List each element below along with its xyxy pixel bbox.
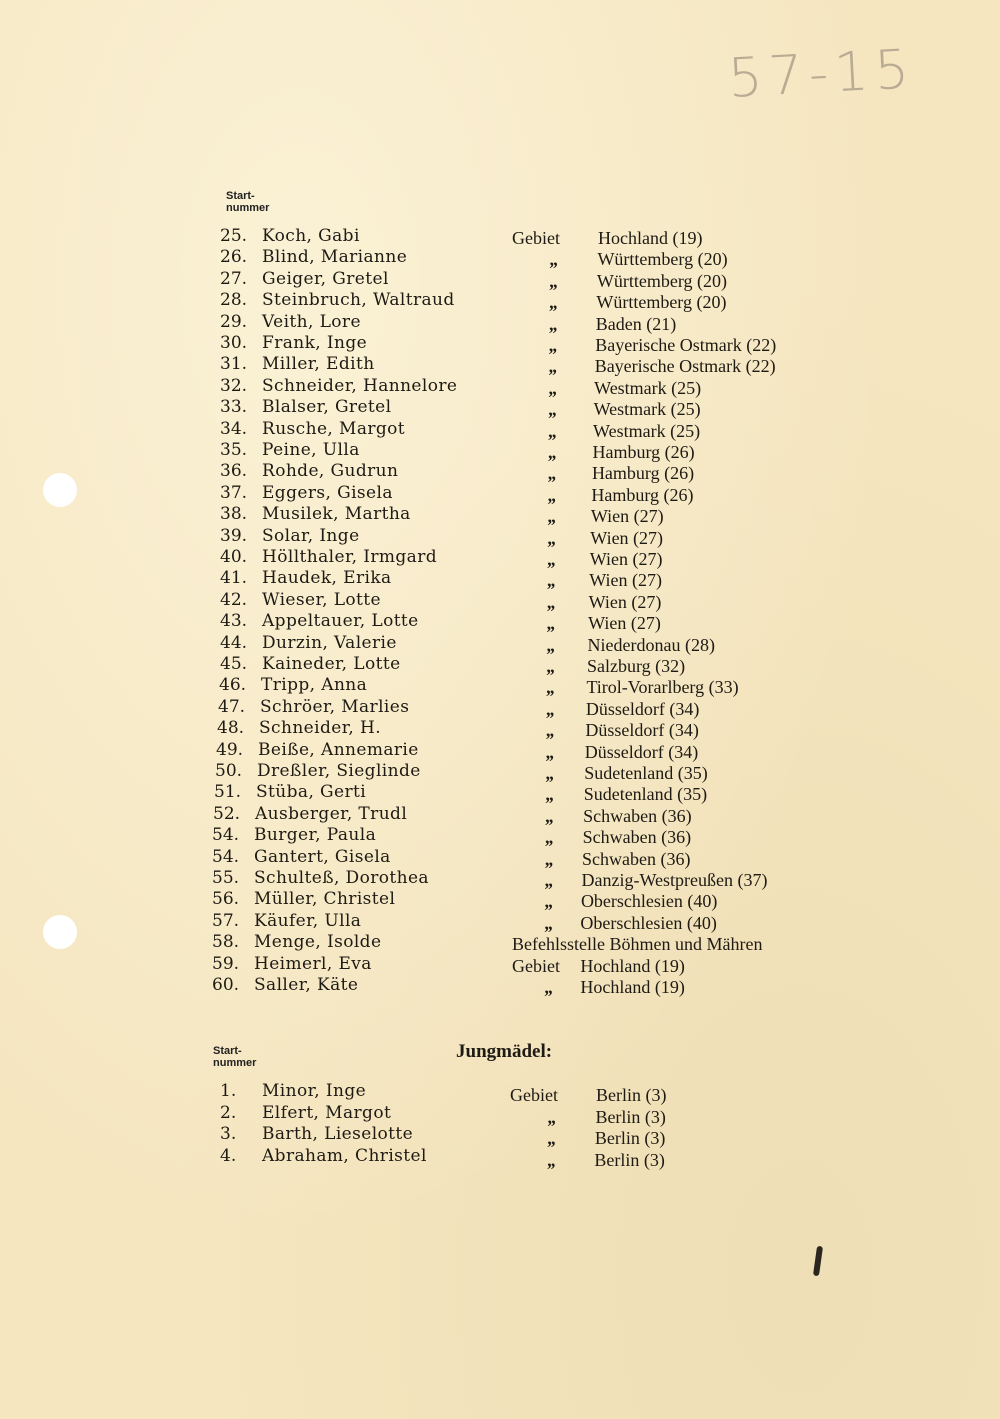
ditto-mark: „: [544, 891, 554, 912]
region-name: Westmark (25): [593, 399, 701, 420]
start-number: 27.: [220, 268, 248, 289]
start-number: 48.: [217, 718, 245, 739]
start-number: 56.: [212, 889, 240, 910]
participant-name: Müller, Christel: [254, 889, 396, 910]
start-number: 30.: [220, 333, 248, 353]
ditto-mark: „: [545, 763, 555, 783]
handwritten-reference: 57-15: [726, 37, 917, 110]
region-name: Düsseldorf (34): [584, 741, 699, 762]
region-name: Hamburg (26): [592, 442, 695, 462]
region-name: Württemberg (20): [597, 249, 728, 270]
region-name: Düsseldorf (34): [585, 720, 699, 741]
region-name: Württemberg (20): [596, 270, 728, 291]
ditto-mark: „: [547, 1128, 557, 1148]
start-number: 57.: [212, 910, 240, 931]
region-name: Hamburg (26): [591, 484, 694, 505]
region-name: Berlin (3): [594, 1128, 666, 1148]
participant-name: Elfert, Margot: [262, 1102, 392, 1123]
ditto-mark: „: [546, 698, 556, 719]
ditto-mark: „: [546, 677, 556, 698]
region-name: Salzburg (32): [587, 656, 686, 676]
ditto-mark: „: [546, 720, 556, 741]
start-number: 3.: [220, 1124, 237, 1144]
region-name: Westmark (25): [593, 420, 701, 441]
ditto-mark: „: [548, 420, 558, 441]
start-number: 43.: [220, 611, 248, 632]
ditto-mark: „: [549, 270, 559, 291]
participant-name: Solar, Inge: [262, 525, 360, 546]
start-number: 31.: [220, 354, 248, 375]
participant-name: Gantert, Gisela: [254, 846, 391, 867]
region-name: Wien (27): [590, 527, 664, 548]
start-number: 51.: [214, 782, 242, 803]
start-number: 58.: [212, 932, 240, 953]
ditto-mark: „: [547, 1106, 557, 1127]
start-number: 39.: [220, 525, 248, 546]
region-name: Wien (27): [588, 613, 661, 634]
start-number: 55.: [212, 868, 240, 888]
ditto-mark: „: [547, 549, 557, 569]
participant-name: Käufer, Ulla: [254, 910, 362, 931]
region-name: Hamburg (26): [591, 463, 695, 484]
participant-name: Beiße, Annemarie: [258, 739, 419, 760]
start-number: 37.: [220, 482, 248, 503]
region-prefix: Gebiet: [512, 228, 560, 248]
ditto-mark: „: [547, 527, 557, 548]
participant-name: Koch, Gabi: [262, 226, 360, 246]
region-name: Hochland (19): [598, 228, 703, 248]
start-number: 26.: [220, 247, 248, 268]
participant-name: Schröer, Marlies: [260, 696, 410, 717]
region-name: Württemberg (20): [596, 292, 727, 313]
ditto-mark: „: [549, 335, 559, 355]
region-name: Schwaben (36): [583, 805, 692, 826]
start-number: 49.: [216, 739, 244, 760]
region-name: Hochland (19): [580, 955, 685, 976]
ditto-mark: „: [547, 570, 557, 591]
participant-name: Wieser, Lotte: [262, 589, 381, 610]
region-name: Wien (27): [589, 570, 662, 591]
participant-name: Schneider, Hannelore: [262, 375, 458, 396]
ditto-mark: „: [549, 249, 559, 270]
region-name: Bayerische Ostmark (22): [594, 356, 776, 377]
participant-name: Saller, Käte: [254, 975, 359, 995]
participant-name: Schulteß, Dorothea: [254, 868, 429, 888]
start-number: 60.: [212, 975, 240, 995]
start-number: 40.: [220, 547, 248, 567]
participant-name: Ausberger, Trudl: [255, 803, 408, 824]
participant-name: Musilek, Martha: [262, 504, 411, 525]
start-number: 32.: [220, 375, 248, 396]
region-name: Hochland (19): [580, 977, 685, 997]
ditto-mark: „: [548, 377, 558, 398]
participant-name: Barth, Lieselotte: [262, 1124, 414, 1144]
start-number: 54.: [212, 846, 240, 867]
ditto-mark: „: [549, 356, 558, 377]
region-name: Sudetenland (35): [584, 763, 708, 783]
ditto-mark: „: [546, 741, 556, 762]
participant-name: Rusche, Margot: [262, 418, 406, 439]
participant-name: Höllthaler, Irmgard: [262, 547, 438, 567]
start-number: 35.: [220, 440, 248, 460]
region-prefix: Gebiet: [512, 955, 560, 976]
participant-name: Burger, Paula: [254, 825, 377, 846]
region-name: Oberschlesien (40): [580, 891, 718, 912]
ditto-mark: „: [545, 784, 555, 805]
region-name: Westmark (25): [594, 377, 702, 398]
start-number: 38.: [220, 504, 248, 525]
region-name: Wien (27): [589, 549, 663, 569]
region-name: Tirol-Vorarlberg (33): [586, 677, 739, 698]
participant-name: Tripp, Anna: [261, 675, 368, 696]
region-name: Berlin (3): [595, 1106, 666, 1127]
start-number: 52.: [213, 803, 241, 824]
participant-name: Dreßler, Sieglinde: [257, 761, 421, 781]
participant-name: Abraham, Christel: [262, 1145, 427, 1166]
participant-name: Stüba, Gerti: [256, 782, 367, 803]
start-number: 50.: [215, 761, 243, 781]
region-name: Oberschlesien (40): [580, 912, 717, 933]
start-number: 47.: [218, 696, 246, 717]
region-name: Schwaben (36): [582, 848, 691, 869]
participant-name: Eggers, Gisela: [262, 482, 393, 503]
start-number: 44.: [220, 632, 248, 653]
region-name: Düsseldorf (34): [585, 698, 700, 719]
region-prefix: Gebiet: [510, 1085, 558, 1105]
participant-name: Kaineder, Lotte: [262, 654, 401, 674]
ditto-mark: „: [545, 848, 555, 869]
participant-name: Haudek, Erika: [262, 568, 392, 589]
start-number: 46.: [219, 675, 247, 696]
ditto-mark: „: [544, 912, 554, 933]
region-name: Berlin (3): [594, 1149, 665, 1170]
start-number-label-jm-line2: nummer: [213, 1057, 257, 1069]
start-number: 1.: [220, 1081, 237, 1101]
start-number-label-line1: Start-: [226, 190, 255, 202]
ditto-mark: „: [548, 399, 558, 420]
participant-name: Durzin, Valerie: [262, 632, 397, 653]
start-number: 4.: [220, 1145, 237, 1166]
ditto-mark: „: [548, 463, 558, 484]
start-number: 34.: [220, 418, 248, 439]
region-name: Bayerische Ostmark (22): [595, 335, 777, 355]
participant-name: Peine, Ulla: [262, 440, 360, 460]
ditto-mark: „: [547, 506, 557, 527]
participant-name: Heimerl, Eva: [254, 953, 372, 974]
start-number-label: [226, 190, 269, 214]
ditto-mark: „: [547, 613, 557, 634]
start-number: 25.: [220, 226, 248, 246]
participant-name: Rohde, Gudrun: [262, 461, 399, 482]
start-number: 54.: [212, 825, 240, 846]
ditto-mark: „: [549, 292, 559, 313]
ditto-mark: „: [547, 591, 557, 612]
region-name: Baden (21): [595, 313, 677, 334]
participant-name: Minor, Inge: [262, 1081, 367, 1101]
start-number: 36.: [220, 461, 248, 482]
section-heading-jungmaedel: Jungmädel:: [456, 1041, 553, 1062]
participant-name: Schneider, H.: [259, 718, 382, 739]
start-number: 42.: [220, 589, 248, 610]
punch-hole-bottom: [43, 915, 77, 949]
start-number: 41.: [220, 568, 248, 589]
region-name: Sudetenland (35): [583, 784, 708, 805]
participant-name: Veith, Lore: [262, 311, 361, 332]
region-name: Berlin (3): [596, 1085, 667, 1105]
ditto-mark: „: [549, 313, 559, 334]
region-name: Danzig-Westpreußen (37): [581, 870, 768, 890]
ditto-mark: „: [545, 870, 555, 890]
participant-name: Frank, Inge: [262, 333, 368, 353]
start-number: 2.: [220, 1102, 237, 1123]
start-number: 45.: [220, 654, 248, 674]
region-name: Schwaben (36): [582, 827, 692, 848]
start-number-label-line2: nummer: [226, 202, 270, 214]
participant-name: Geiger, Gretel: [262, 268, 389, 289]
punch-hole-top: [43, 473, 77, 507]
region-name: Niederdonau (28): [587, 634, 715, 655]
ditto-mark: „: [545, 805, 555, 826]
participant-name: Blind, Marianne: [262, 247, 408, 268]
start-number: 59.: [212, 953, 240, 974]
region-name: Befehlsstelle Böhmen und Mähren: [512, 934, 763, 955]
ditto-mark: „: [546, 634, 556, 655]
participant-name: Steinbruch, Waltraud: [262, 290, 455, 311]
region-name: Wien (27): [588, 591, 662, 612]
start-number-label-jm: [213, 1045, 256, 1069]
start-number: 29.: [220, 311, 248, 332]
ditto-mark: „: [545, 827, 555, 848]
participant-name: Menge, Isolde: [254, 932, 382, 953]
participant-name: Blalser, Gretel: [262, 397, 392, 418]
ditto-mark: „: [547, 1149, 557, 1170]
participant-name: Appeltauer, Lotte: [262, 611, 419, 632]
ink-mark: [813, 1246, 823, 1277]
ditto-mark: „: [548, 484, 558, 505]
region-name: Wien (27): [590, 506, 664, 527]
start-number: 33.: [220, 397, 248, 418]
ditto-mark: „: [548, 442, 558, 462]
ditto-mark: „: [544, 977, 554, 997]
participant-name: Miller, Edith: [262, 354, 375, 375]
start-number: 28.: [220, 290, 248, 311]
start-number-label-jm-line1: Start-: [213, 1045, 242, 1057]
ditto-mark: „: [546, 656, 556, 676]
